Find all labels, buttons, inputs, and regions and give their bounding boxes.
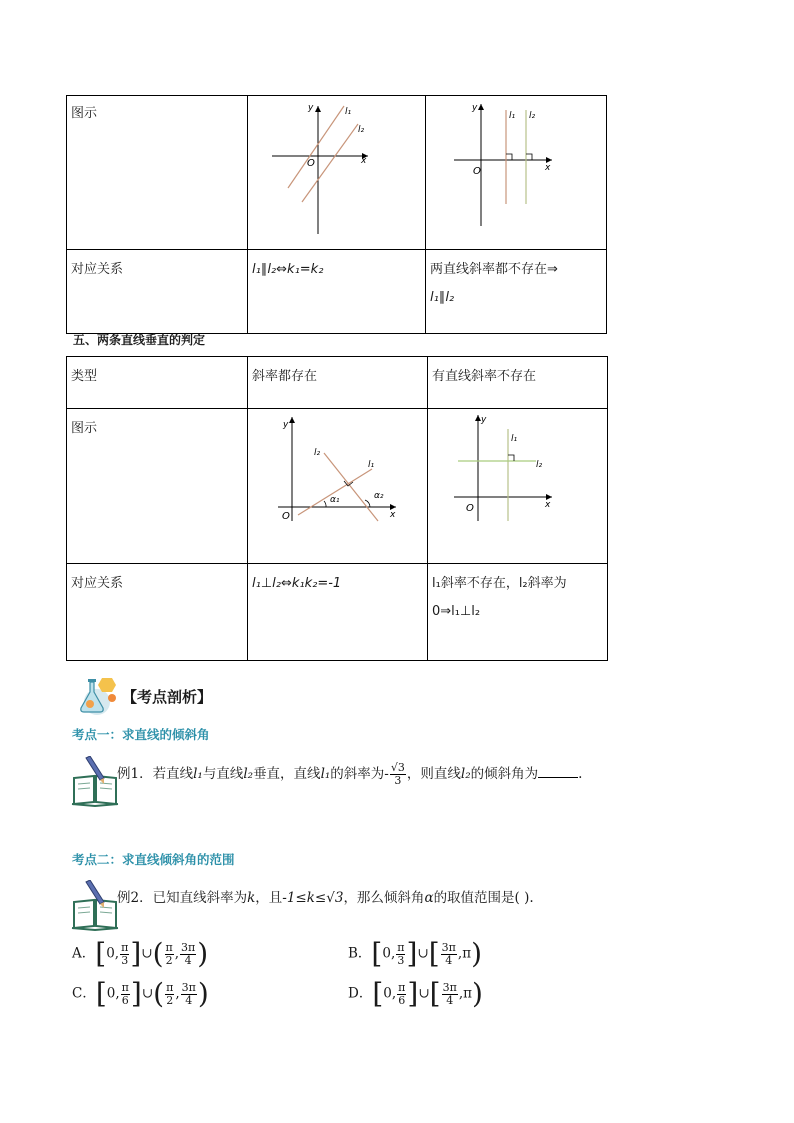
svg-text:α₁: α₁ [330, 495, 340, 505]
table2-rel-none: l₁斜率不存在，l₂斜率为 0⇒l₁⊥l₂ [428, 564, 608, 661]
table2-rel-label: 对应关系 [67, 564, 248, 661]
table1-rel-both: l₁∥l₂⇔k₁=k₂ [248, 250, 426, 334]
table1-rel-label: 对应关系 [67, 250, 248, 334]
svg-text:x: x [545, 163, 551, 173]
section5-title: 五、两条直线垂直的判定 [73, 333, 206, 347]
table2-fig-label: 图示 [67, 409, 248, 564]
svg-text:O: O [307, 158, 315, 169]
svg-text:l₂: l₂ [358, 125, 365, 135]
axis-perpendicular-figure [428, 409, 608, 559]
svg-text:l₁: l₁ [345, 107, 352, 117]
table2-fig-both [248, 409, 428, 564]
svg-text:α₂: α₂ [374, 491, 384, 501]
table2-header-none: 有直线斜率不存在 [428, 357, 608, 409]
example-1: 例1．若直线l₁与直线l₂垂直，直线l₁的斜率为- $\frac{√3}{3}$ ，则直线l₂的倾斜角为 . [117, 761, 583, 787]
svg-text:y: y [283, 420, 289, 430]
svg-text:l₂: l₂ [536, 460, 543, 470]
example-2: 例2．已知直线斜率为k，且-1≤k≤√3，那么倾斜角α的取值范围是( ). [117, 890, 534, 906]
svg-text:l₁: l₁ [368, 460, 375, 470]
table2-fig-none [428, 409, 608, 564]
svg-text:O: O [282, 511, 290, 522]
table2-rel-both: l₁⊥l₂⇔k₁k₂=-1 [248, 564, 428, 661]
svg-text:l₁: l₁ [511, 434, 518, 444]
perpendicular-table [66, 356, 608, 661]
parallel-lines-figure [248, 96, 426, 245]
svg-text:l₂: l₂ [314, 448, 321, 458]
svg-text:y: y [472, 103, 478, 113]
svg-text:x: x [545, 500, 551, 510]
svg-text:O: O [466, 503, 474, 514]
analysis-heading: 【考点剖析】 [122, 688, 213, 706]
option-c[interactable]: C．[0, $\frac{\pi}{6}$ ]∪( $\frac{\pi}{2}$ , $\frac{3\pi}{4}$ ) [72, 977, 209, 1010]
svg-text:x: x [361, 156, 367, 166]
svg-text:x: x [390, 510, 396, 520]
table1-fig-no-slopes [426, 96, 607, 250]
table1-rel-none: 两直线斜率都不存在⇒ l₁∥l₂ [426, 250, 607, 334]
table1-fig-both-slopes [248, 96, 426, 250]
fraction-sqrt3-over-3: $\frac{√3}{3}$ [390, 761, 405, 787]
table2-header-both: 斜率都存在 [248, 357, 428, 409]
svg-text:y: y [308, 103, 314, 113]
option-a[interactable]: A．[0, $\frac{\pi}{3}$ ]∪( $\frac{\pi}{2}$ , $\frac{3\pi}{4}$ ) [72, 937, 209, 970]
answer-blank[interactable] [538, 777, 578, 778]
svg-text:O: O [473, 166, 481, 177]
table1-fig-label: 图示 [67, 96, 248, 250]
parallel-table [66, 95, 607, 334]
svg-text:l₁: l₁ [509, 111, 516, 121]
option-d[interactable]: D．[0, $\frac{\pi}{6}$ ]∪[ $\frac{3\pi}{4}$ ,π) [348, 977, 483, 1010]
option-b[interactable]: B．[0, $\frac{\pi}{3}$ ]∪[ $\frac{3\pi}{4}$ ,π) [348, 937, 483, 970]
table2-header-type: 类型 [67, 357, 248, 409]
kd2-title: 考点二：求直线倾斜角的范围 [72, 852, 235, 867]
book-pencil-icon [70, 880, 120, 932]
vertical-parallel-figure [426, 96, 607, 245]
svg-text:y: y [481, 415, 487, 425]
flask-icon [72, 674, 120, 720]
perpendicular-lines-figure [248, 409, 428, 559]
kd1-title: 考点一：求直线的倾斜角 [72, 727, 210, 742]
book-pencil-icon [70, 756, 120, 808]
svg-text:l₂: l₂ [529, 111, 536, 121]
